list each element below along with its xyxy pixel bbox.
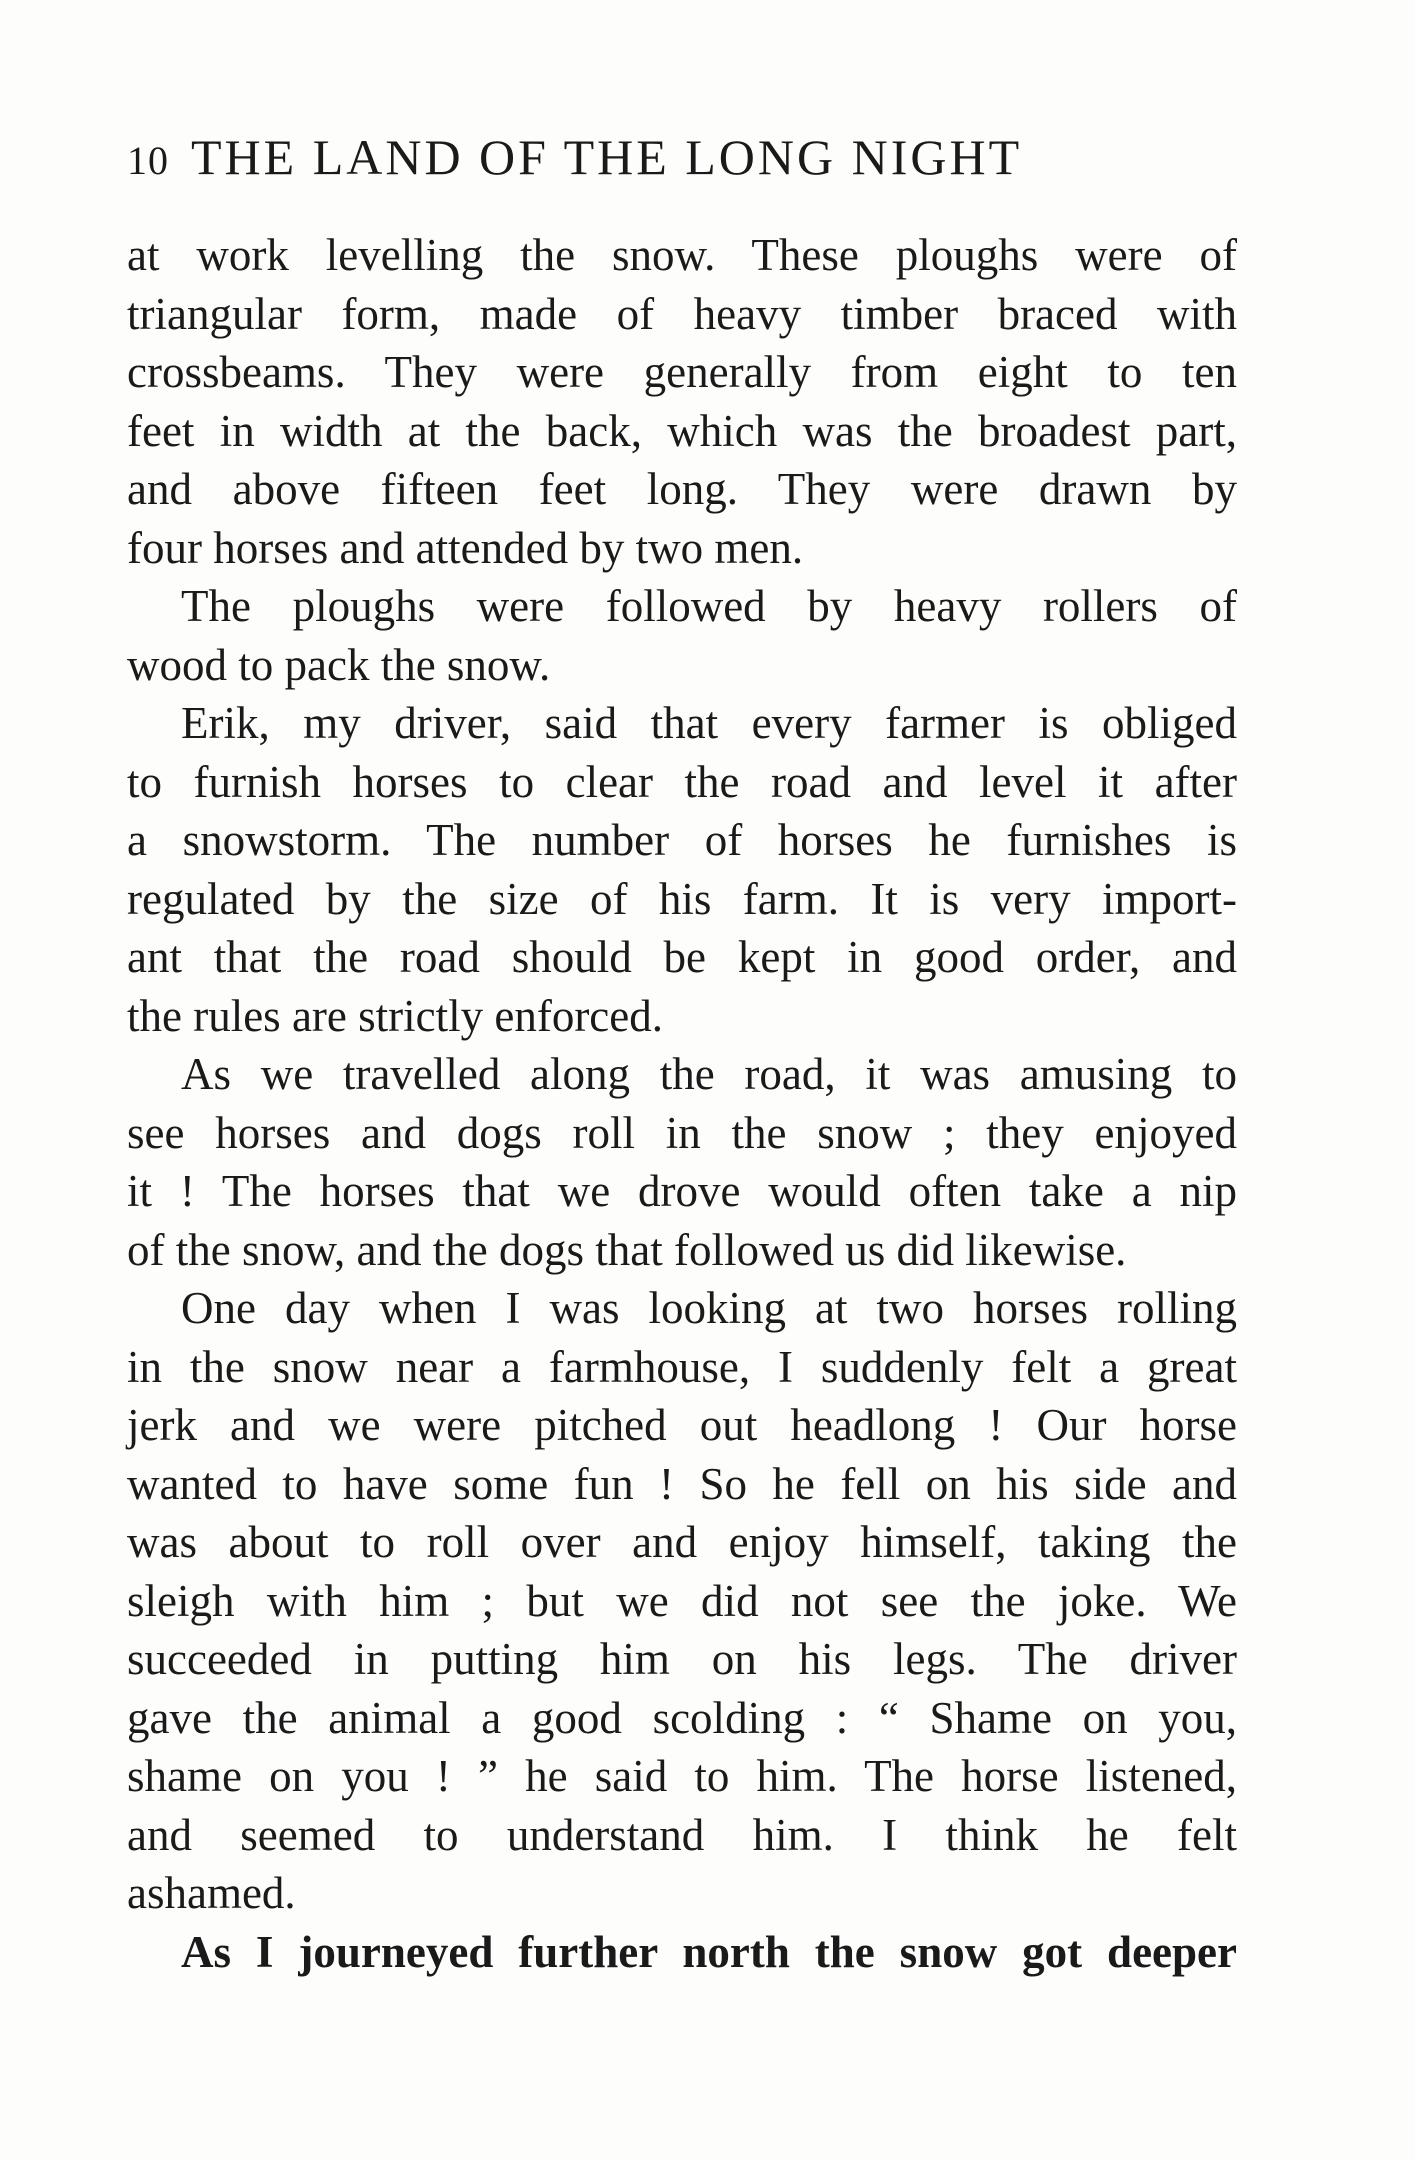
text-line: sleigh with him ; but we did not see the joke. We xyxy=(127,1575,1237,1626)
text-line: at work levelling the snow. These ploughs were of xyxy=(127,230,1237,280)
text-line: see horses and dogs roll in the snow ; they enjoyed xyxy=(127,1107,1237,1158)
text-line: and above fifteen feet long. They were drawn by xyxy=(127,464,1237,514)
text-line: One day when I was looking at two horses rolling xyxy=(181,1283,1237,1333)
text-line: succeeded in putting him on his legs. The driver xyxy=(127,1634,1237,1684)
page-header xyxy=(127,122,1237,192)
text-line: regulated by the size of his farm. It is very import- xyxy=(127,873,1237,924)
text-line: the rules are strictly enforced. xyxy=(127,990,664,1041)
text-line: triangular form, made of heavy timber braced with xyxy=(127,288,1237,339)
text-line: wood to pack the snow. xyxy=(127,639,551,690)
text-line: As I journeyed further north the snow got deeper xyxy=(181,1926,1237,1977)
text-line: four horses and attended by two men. xyxy=(127,522,804,573)
running-title: THE LAND OF THE LONG NIGHT xyxy=(191,129,1023,185)
body-text xyxy=(127,226,1237,1981)
page-number: 10 xyxy=(127,138,169,183)
text-line: gave the animal a good scolding : “ Shame on you, xyxy=(127,1692,1237,1743)
text-line: ashamed. xyxy=(127,1868,296,1918)
text-line: shame on you ! ” he said to him. The horse listened, xyxy=(127,1751,1237,1801)
text-line: a snowstorm. The number of horses he furnishes is xyxy=(127,815,1237,865)
text-line: feet in width at the back, which was the broadest part, xyxy=(127,405,1237,456)
text-line: was about to roll over and enjoy himself, taking the xyxy=(127,1517,1237,1567)
text-line: Erik, my driver, said that every farmer is obliged xyxy=(181,698,1237,748)
text-line: it ! The horses that we drove would often take a nip xyxy=(127,1166,1237,1216)
text-line: The ploughs were followed by heavy rollers of xyxy=(181,581,1237,631)
text-line: jerk and we were pitched out headlong ! Our horse xyxy=(127,1400,1237,1450)
text-line: and seemed to understand him. I think he felt xyxy=(127,1809,1237,1860)
text-line: in the snow near a farmhouse, I suddenly felt a great xyxy=(127,1341,1237,1392)
text-line: of the snow, and the dogs that followed us did likewise. xyxy=(127,1224,1127,1275)
text-line: crossbeams. They were generally from eight to ten xyxy=(127,347,1237,397)
text-line: ant that the road should be kept in good order, and xyxy=(127,932,1237,982)
text-line: to furnish horses to clear the road and level it after xyxy=(127,756,1237,807)
text-line: wanted to have some fun ! So he fell on his side and xyxy=(127,1458,1237,1509)
text-line: As we travelled along the road, it was amusing to xyxy=(181,1049,1237,1099)
